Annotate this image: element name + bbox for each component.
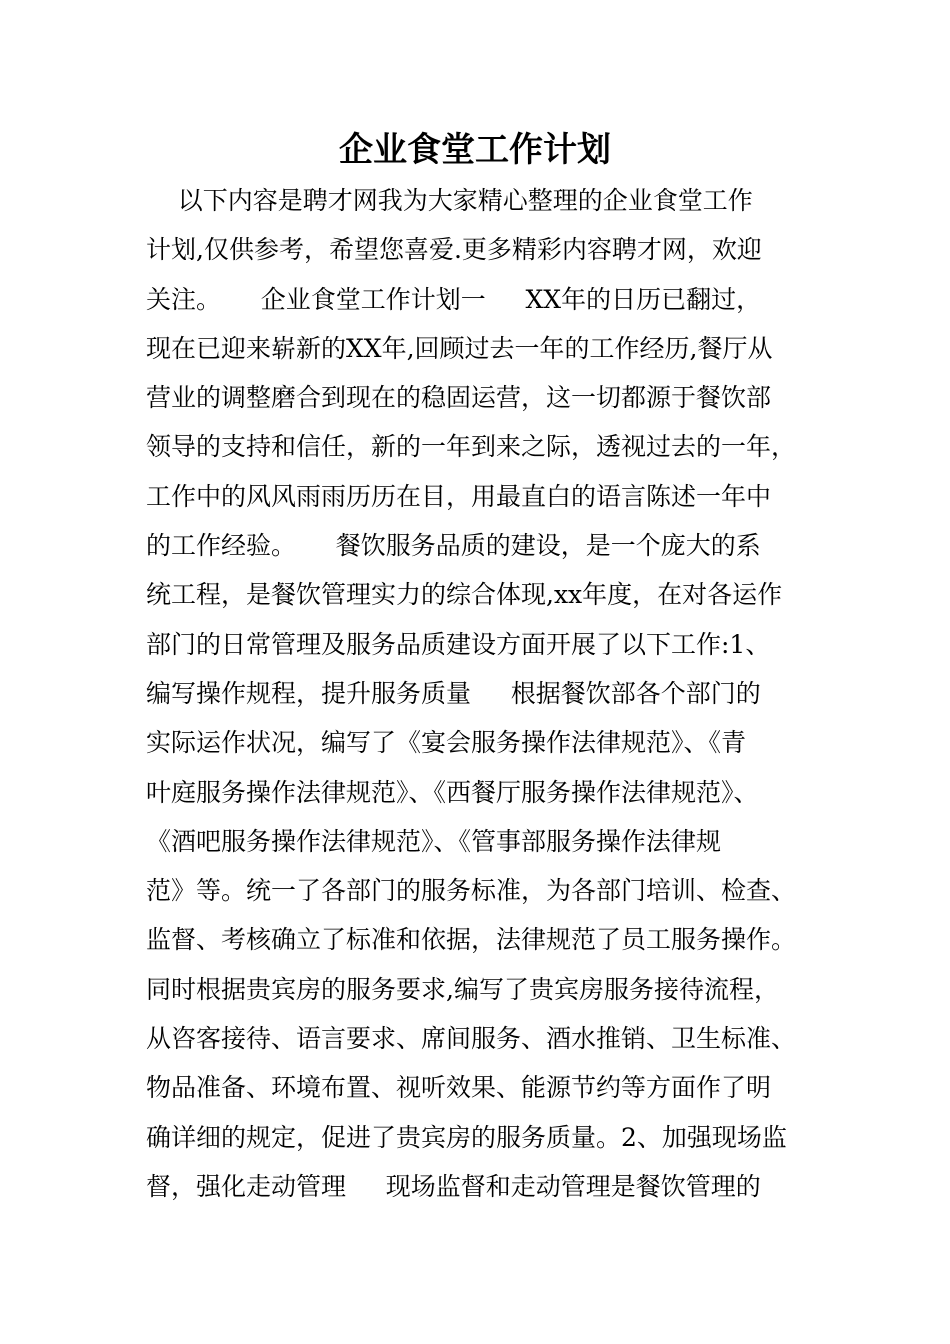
- body-line: 现在已迎来崭新的XX年,回顾过去一年的工作经历,餐厅从: [146, 333, 773, 363]
- body-line: 监督、考核确立了标准和依据，法律规范了员工服务操作。: [146, 925, 797, 955]
- body-line: 的工作经验。 餐饮服务品质的建设，是一个庞大的系: [146, 531, 761, 561]
- body-line: 关注。 企业食堂工作计划一 XX年的日历已翻过，: [146, 284, 762, 314]
- body-line: 工作中的风风雨雨历历在目，用最直白的语言陈述一年中: [146, 481, 772, 511]
- body-line: 营业的调整磨合到现在的稳固运营，这一切都源于餐饮部: [146, 383, 772, 413]
- body-line: 叶庭服务操作法律规范》、《西餐厅服务操作法律规范》、: [146, 777, 759, 807]
- body-line: 督，强化走动管理 现场监督和走动管理是餐饮管理的: [146, 1171, 761, 1201]
- document-title: 企业食堂工作计划: [339, 130, 611, 170]
- body-line: 实际运作状况，编写了《宴会服务操作法律规范》、《青: [146, 728, 747, 758]
- body-line: 从咨客接待、语言要求、席间服务、酒水推销、卫生标准、: [146, 1024, 797, 1054]
- body-line: 部门的日常管理及服务品质建设方面开展了以下工作:1、: [146, 629, 771, 659]
- body-line: 以下内容是聘才网我为大家精心整理的企业食堂工作: [146, 186, 753, 215]
- document-body: [146, 176, 816, 1211]
- body-line: 编写操作规程，提升服务质量 根据餐饮部各个部门的: [146, 678, 761, 708]
- body-line: 物品准备、环境布置、视听效果、能源节约等方面作了明: [146, 1073, 772, 1103]
- body-line: 统工程，是餐饮管理实力的综合体现,xx年度，在对各运作: [146, 580, 783, 610]
- body-line: 确详细的规定，促进了贵宾房的服务质量。2、加强现场监: [146, 1122, 787, 1152]
- body-line: 范》等。统一了各部门的服务标准，为各部门培训、检查、: [146, 876, 797, 906]
- body-line: 《酒吧服务操作法律规范》、《管事部服务操作法律规: [146, 826, 722, 856]
- body-line: 领导的支持和信任，新的一年到来之际，透视过去的一年，: [146, 432, 797, 462]
- body-line: 同时根据贵宾房的服务要求,编写了贵宾房服务接待流程，: [146, 974, 779, 1004]
- body-line: 计划,仅供参考，希望您喜爱.更多精彩内容聘才网，欢迎: [146, 235, 762, 265]
